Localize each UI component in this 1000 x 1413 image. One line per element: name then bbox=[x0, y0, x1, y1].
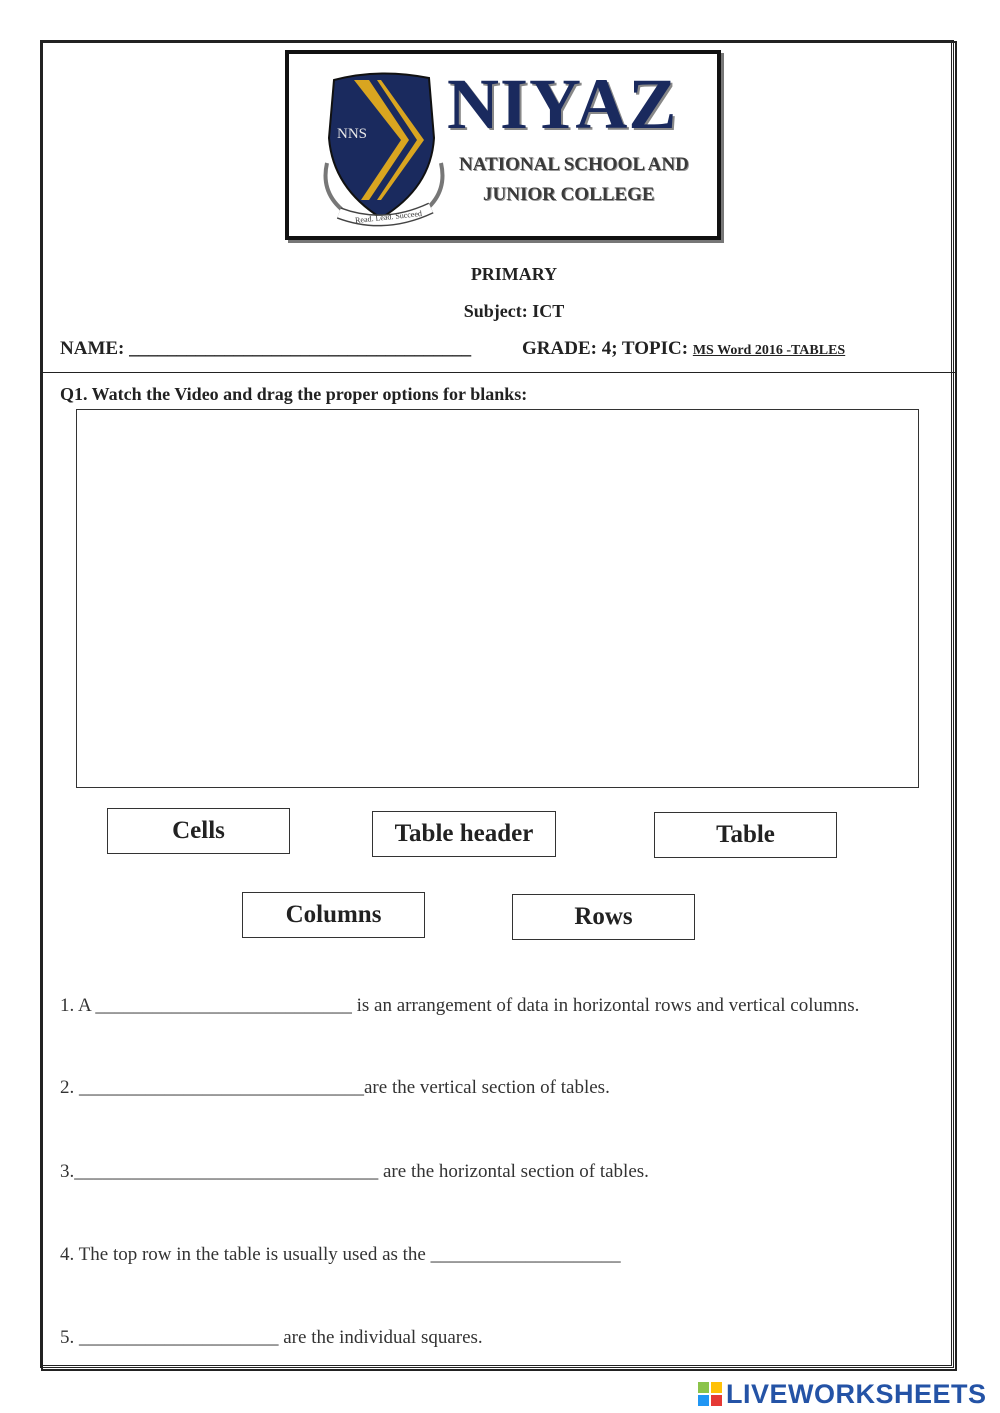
level-heading: PRIMARY bbox=[470, 264, 558, 284]
question-title: Q1. Watch the Video and drag the proper options for blanks: bbox=[60, 384, 528, 404]
grade-topic-label: GRADE: 4; TOPIC: bbox=[522, 338, 693, 359]
blank-item-3[interactable]: 3.________________________________ are the horizontal section of tables. bbox=[60, 1161, 649, 1182]
blank-item-1[interactable]: 1. A ___________________________ is an arrangement of data in horizontal rows and vertical columns. bbox=[60, 995, 860, 1016]
blank-item-5[interactable]: 5. _____________________ are the individual squares. bbox=[60, 1327, 483, 1348]
logo-school-name: NIYAZ bbox=[447, 64, 678, 144]
option-table-header[interactable]: Table header bbox=[372, 811, 556, 857]
video-player[interactable] bbox=[76, 409, 919, 788]
logo-subtitle-line1: NATIONAL SCHOOL AND bbox=[459, 154, 689, 175]
option-table[interactable]: Table bbox=[654, 812, 837, 858]
option-cells[interactable]: Cells bbox=[107, 808, 290, 854]
topic-value: MS Word 2016 -TABLES bbox=[692, 343, 846, 358]
blank-item-2[interactable]: 2. ______________________________are the vertical section of tables. bbox=[60, 1077, 610, 1098]
blank-item-4[interactable]: 4. The top row in the table is usually used as the ____________________ bbox=[60, 1244, 621, 1265]
footer-brand bbox=[698, 1380, 987, 1408]
crest-initials: NNS bbox=[337, 126, 368, 142]
logo-subtitle-line2: JUNIOR COLLEGE bbox=[483, 184, 655, 205]
header-divider bbox=[43, 372, 955, 373]
grade-topic-line bbox=[522, 338, 845, 360]
subject-heading: Subject: ICT bbox=[463, 301, 565, 321]
option-columns[interactable]: Columns bbox=[242, 892, 425, 938]
option-rows[interactable]: Rows bbox=[512, 894, 695, 940]
school-crest-icon bbox=[319, 68, 449, 228]
liveworksheets-logo-icon bbox=[698, 1382, 722, 1406]
footer-brand-text: LIVEWORKSHEETS bbox=[726, 1378, 987, 1409]
crest-motto: Read. Lead. Succeed bbox=[354, 209, 423, 226]
school-logo bbox=[285, 50, 721, 240]
name-field[interactable]: NAME: ____________________________________ bbox=[60, 338, 472, 359]
